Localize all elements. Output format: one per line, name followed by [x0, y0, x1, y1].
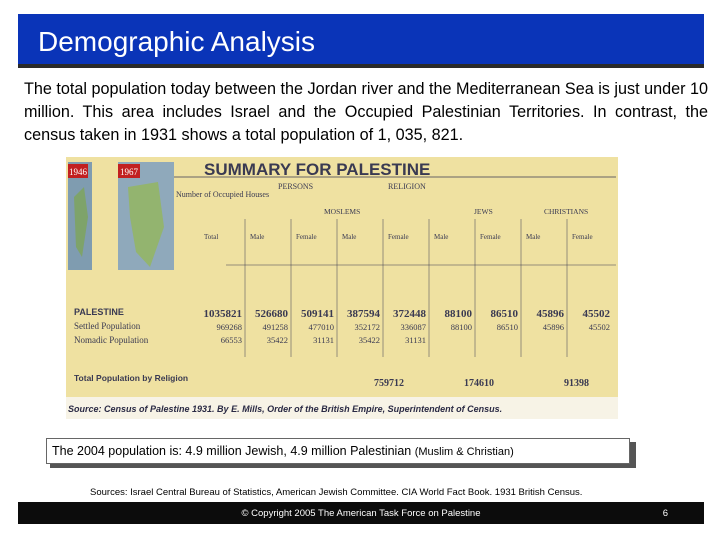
slide-title: Demographic Analysis [38, 26, 316, 57]
census-value: 45896 [536, 308, 564, 320]
callout-sub: (Muslim & Christian) [414, 446, 514, 458]
census-value: 88100 [444, 308, 472, 320]
census-value: 66553 [220, 335, 242, 345]
sources-note: Sources: Israel Central Bureau of Statistics, American Jewish Committee. CIA World Fact Book. 1931 British Census. [90, 487, 583, 498]
census-value: 88100 [450, 322, 472, 332]
column-header: Female [388, 233, 409, 241]
census-value: 526680 [255, 308, 288, 320]
census-value: 45502 [582, 308, 610, 320]
census-value: 86510 [490, 308, 518, 320]
column-header: Male [526, 233, 541, 241]
census-value: 31131 [405, 335, 426, 345]
census-value: 372448 [393, 308, 426, 320]
census-value: 477010 [308, 322, 334, 332]
row-nomadic: Nomadic Population [74, 335, 149, 345]
column-header: Male [434, 233, 449, 241]
census-value: 35422 [266, 335, 288, 345]
group-moslems: MOSLEMS [324, 207, 361, 216]
callout-box [46, 438, 630, 464]
religion-total-jews: 174610 [464, 378, 494, 389]
census-table-image [66, 157, 618, 419]
census-value: 491258 [262, 322, 288, 332]
body-paragraph: The total population today between the Jordan river and the Mediterranean Sea is just under 10 million. This area includes Israel and the Occupied Palestinian Territories. In contrast, the census taken in 1931 shows a total population of 1, 035, 821. [24, 80, 708, 144]
census-value: 86510 [496, 322, 518, 332]
census-value: 35422 [358, 335, 380, 345]
religion-total-moslems: 759712 [374, 378, 404, 389]
title-bar [18, 14, 704, 68]
row-palestine: PALESTINE [74, 307, 124, 317]
figure-source: Source: Census of Palestine 1931. By E. Mills, Order of the British Empire, Superintendent of Census. [68, 404, 503, 414]
group-christians: CHRISTIANS [544, 207, 589, 216]
column-header: Total [204, 233, 219, 241]
census-figure [66, 157, 618, 419]
page-number: 6 [662, 508, 668, 519]
census-value: 336087 [400, 322, 426, 332]
houses-label-text: Number of Occupied Houses [176, 190, 270, 199]
group-jews: JEWS [474, 207, 493, 216]
religion-label: RELIGION [388, 182, 426, 191]
column-header: Male [250, 233, 265, 241]
census-value: 45896 [542, 322, 564, 332]
census-value: 352172 [354, 322, 380, 332]
row-total-religion: Total Population by Religion [74, 373, 189, 383]
census-value: 387594 [347, 308, 380, 320]
map-1967-year: 1967 [120, 167, 138, 177]
census-value: 1035821 [203, 308, 242, 320]
column-header: Female [572, 233, 593, 241]
row-settled: Settled Population [74, 321, 141, 331]
map-1946-year: 1946 [69, 167, 87, 177]
persons-label: PERSONS [278, 182, 314, 191]
census-value: 509141 [301, 308, 334, 320]
footer-copyright: © Copyright 2005 The American Task Force on Palestine [241, 508, 481, 519]
census-value: 969268 [216, 322, 242, 332]
houses-label [176, 190, 269, 199]
footer-bar [18, 502, 704, 524]
column-header: Female [480, 233, 501, 241]
column-header: Female [296, 233, 317, 241]
religion-total-christians: 91398 [564, 378, 589, 389]
column-header: Male [342, 233, 357, 241]
figure-heading: SUMMARY FOR PALESTINE [204, 160, 431, 179]
census-value: 45502 [588, 322, 610, 332]
census-value: 31131 [313, 335, 334, 345]
column-headers [204, 233, 593, 241]
callout-main: The 2004 population is: 4.9 million Jewish, 4.9 million Palestinian [52, 444, 412, 458]
